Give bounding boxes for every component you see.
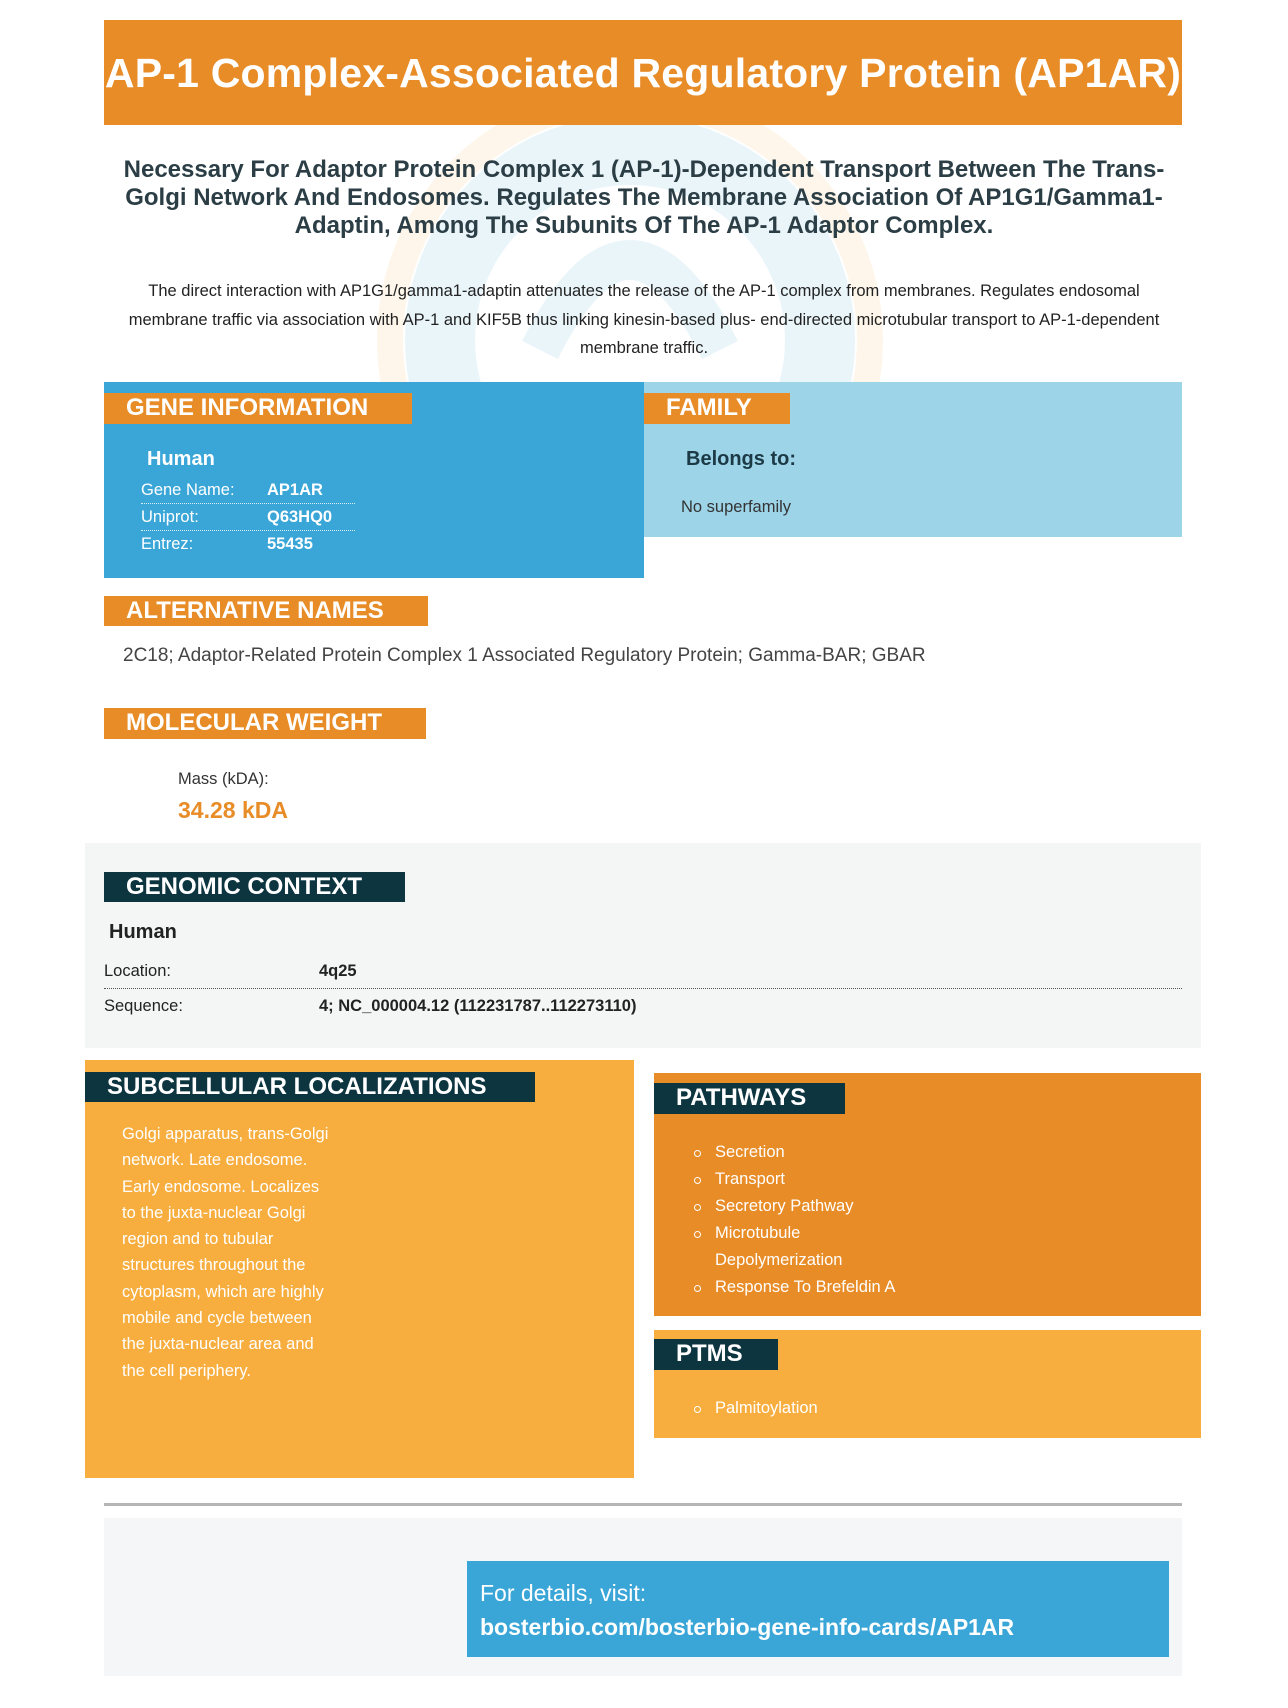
- family-belongs-label: Belongs to:: [686, 448, 796, 470]
- gene-information-heading: GENE INFORMATION: [104, 393, 412, 424]
- gene-species: Human: [147, 448, 215, 470]
- sequence-value: 4; NC_000004.12 (112231787..112273110): [319, 996, 637, 1015]
- pathway-item: Microtubule Depolymerization: [693, 1220, 923, 1274]
- genomic-row-label: Location:: [104, 962, 171, 980]
- family-value: No superfamily: [681, 498, 792, 516]
- genomic-row-sequence: [104, 989, 1182, 1023]
- page-title: AP-1 Complex-Associated Regulatory Protein (AP1AR): [104, 49, 1182, 96]
- gene-row-name: [141, 477, 355, 504]
- function-description: The direct interaction with AP1G1/gamma1-adaptin attenuates the release of the AP-1 complex from membranes. Regulates endosomal membrane traffic via association with AP-1 and KIF5B thus linking kinesin-based plus- end-directed microtubular transport to AP-1-dependent membrane traffic.: [128, 282, 1160, 357]
- details-link-box[interactable]: [467, 1561, 1169, 1657]
- genomic-table: [104, 955, 1182, 1023]
- alternative-names-heading: ALTERNATIVE NAMES: [104, 596, 428, 626]
- details-label: For details, visit:: [480, 1580, 647, 1606]
- location-value: 4q25: [319, 962, 357, 980]
- pathways-heading: PATHWAYS: [654, 1083, 845, 1114]
- mass-label: Mass (kDA):: [178, 770, 269, 788]
- uniprot-value: Q63HQ0: [267, 507, 333, 526]
- ptm-item: Palmitoylation: [693, 1395, 993, 1422]
- entrez-value: 55435: [267, 535, 313, 553]
- gene-name-value: AP1AR: [267, 480, 323, 499]
- pathway-item: Transport: [693, 1166, 923, 1193]
- function-summary: Necessary For Adaptor Protein Complex 1 (AP-1)-Dependent Transport Between The Trans-Golgi Network And Endosomes. Regulates The Membrane Association Of AP1G1/Gamma1-Adaptin, Among The Subunits Of The AP-1 Adaptor Complex.: [123, 156, 1165, 239]
- genomic-row-label: Sequence:: [104, 996, 183, 1015]
- genomic-context-heading: GENOMIC CONTEXT: [104, 872, 405, 902]
- pathway-item: Secretion: [693, 1139, 923, 1166]
- gene-row-entrez: [141, 531, 355, 558]
- footer-divider: [104, 1503, 1182, 1506]
- gene-row-label: Uniprot:: [141, 507, 199, 526]
- gene-row-label: Entrez:: [141, 535, 194, 553]
- gene-row-uniprot: [141, 504, 355, 531]
- genomic-row-location: [104, 955, 1182, 989]
- molecular-weight-heading: MOLECULAR WEIGHT: [104, 708, 426, 739]
- ptms-list: [693, 1395, 993, 1422]
- family-heading: FAMILY: [644, 393, 790, 424]
- genomic-species: Human: [109, 921, 177, 943]
- mass-value: 34.28 kDA: [178, 797, 288, 823]
- pathway-item: Secretory Pathway: [693, 1193, 923, 1220]
- title-banner: [104, 20, 1182, 125]
- pathways-list: [693, 1139, 923, 1301]
- details-url-link[interactable]: bosterbio.com/bosterbio-gene-info-cards/AP1AR: [480, 1614, 1015, 1640]
- gene-row-label: Gene Name:: [141, 480, 235, 499]
- ptms-heading: PTMS: [654, 1339, 778, 1370]
- pathway-item: Response To Brefeldin A: [693, 1274, 923, 1301]
- gene-info-table: [141, 477, 355, 558]
- subcellular-heading: SUBCELLULAR LOCALIZATIONS: [85, 1072, 535, 1102]
- subcellular-text: Golgi apparatus, trans-Golgi network. Late endosome. Early endosome. Localizes to the juxta-nuclear Golgi region and to tubular structures throughout the cytoplasm, which are highly mobile and cycle between the juxta-nuclear area and the cell periphery.: [122, 1125, 329, 1380]
- alternative-names-text: 2C18; Adaptor-Related Protein Complex 1 Associated Regulatory Protein; Gamma-BAR; GBAR: [123, 645, 926, 666]
